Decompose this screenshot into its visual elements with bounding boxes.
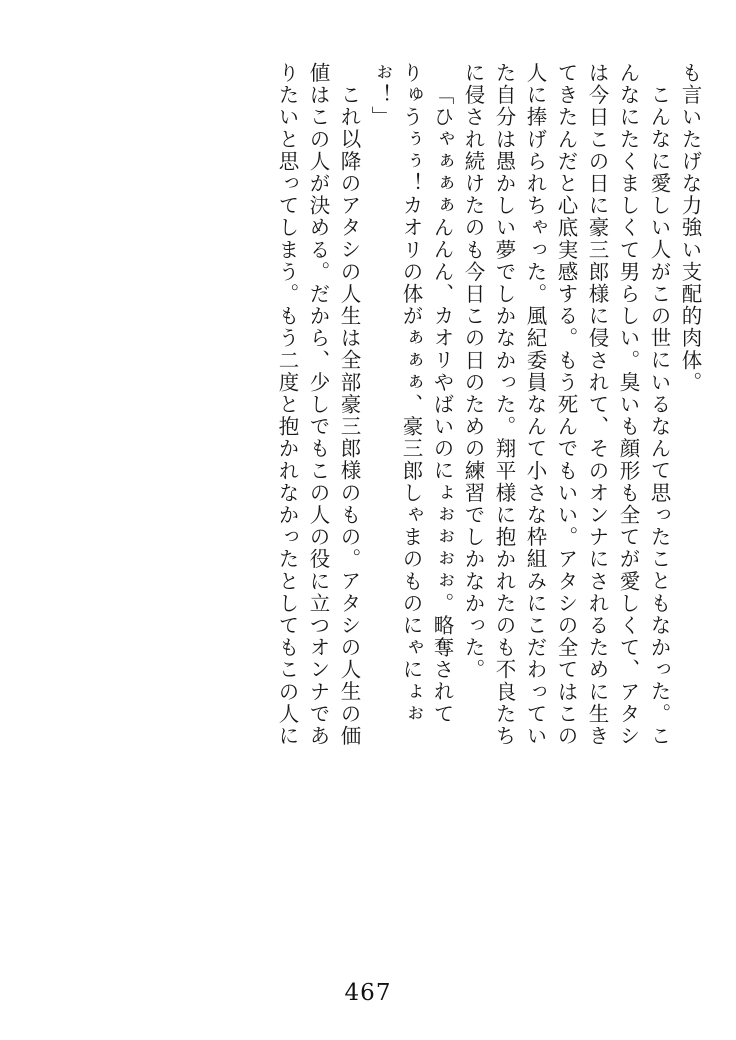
page-number: 467: [344, 980, 392, 1006]
text-line: てきたんだと心底実感する。もう死んでもいい。アタシの全てはこの: [554, 62, 578, 748]
vertical-text-body: [36, 62, 700, 962]
text-line: 人に捧げられちゃった。風紀委員なんて小さな枠組みにこだわってい: [523, 62, 547, 748]
text-line: 値はこの人が決める。だから、少しでもこの人の役に立つオンナであ: [306, 62, 330, 748]
text-line: に侵され続けたのも今日この日のための練習でしかなかった。: [461, 62, 485, 681]
text-line: は今日この日に豪三郎様に侵されて、そのオンナにされるために生き: [585, 62, 609, 748]
text-line: も言いたげな力強い支配的肉体。: [678, 62, 702, 394]
text-line: た自分は愚かしい夢でしかなかった。翔平様に抱かれたのも不良たち: [492, 62, 516, 748]
text-line: りたいと思ってしまう。もう二度と抱かれなかったとしてもこの人に: [275, 62, 299, 748]
text-line: んなにたくましくて男らしい。臭いも顔形も全てが愛しくて、アタシ: [616, 62, 640, 748]
text-line: りゅうぅぅ！カオリの体がぁぁぁ、豪三郎しゃまのものにゃにょぉ: [399, 62, 423, 725]
text-line: こんなに愛しい人がこの世にいるなんて思ったこともなかった。こ: [647, 84, 671, 747]
text-line: 「ひゃぁぁぁんんん、カオリやばいのにょぉぉぉぉ。略奪されて: [430, 84, 454, 725]
text-line: これ以降のアタシの人生は全部豪三郎様のもの。アタシの人生の価: [337, 84, 361, 747]
text-line: ぉ！」: [368, 62, 392, 129]
